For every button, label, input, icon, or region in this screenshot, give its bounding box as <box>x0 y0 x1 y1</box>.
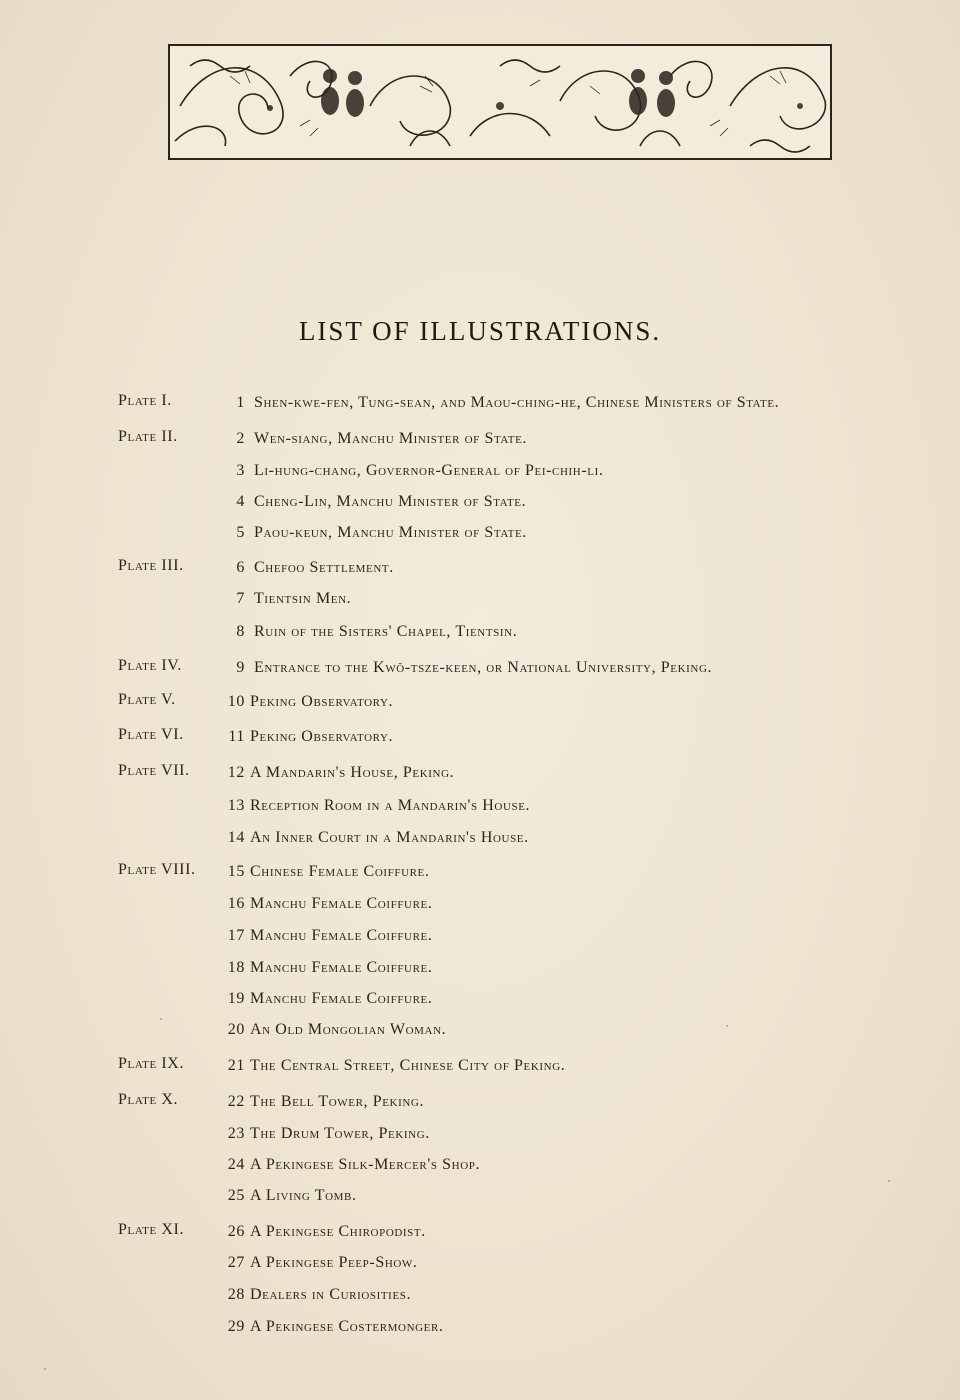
list-item <box>0 392 960 420</box>
illustration-caption: Chefoo Settlement. <box>254 559 394 576</box>
illustration-caption: The Central Street, Chinese City of Peking. <box>250 1057 566 1074</box>
illustration-number: 28 <box>227 1286 245 1303</box>
list-item <box>0 1154 960 1182</box>
list-item <box>0 588 960 616</box>
illustration-number: 5 <box>236 524 245 541</box>
illustration-number: 11 <box>228 728 245 745</box>
paper-speck <box>44 1368 46 1370</box>
illustration-number: 1 <box>236 394 245 411</box>
list-item <box>0 762 960 790</box>
illustration-caption: A Pekingese Peep-Show. <box>250 1254 418 1271</box>
illustration-caption: Manchu Female Coiffure. <box>250 990 433 1007</box>
illustration-caption: An Inner Court in a Mandarin's House. <box>250 829 529 846</box>
illustration-caption: The Bell Tower, Peking. <box>250 1093 425 1110</box>
paper-speck <box>726 1025 728 1027</box>
illustration-number: 25 <box>227 1187 245 1204</box>
plate-label: Plate II. <box>118 428 178 445</box>
list-item <box>0 460 960 488</box>
list-item <box>0 827 960 855</box>
list-item <box>0 1019 960 1047</box>
list-item <box>0 691 960 719</box>
list-item <box>0 795 960 823</box>
plate-label: Plate III. <box>118 557 184 574</box>
illustration-caption: A Pekingese Chiropodist. <box>250 1223 426 1240</box>
plate-label: Plate VI. <box>118 726 184 743</box>
plate-label: Plate VIII. <box>118 861 196 878</box>
illustration-caption: Tientsin Men. <box>254 590 352 607</box>
list-item <box>0 557 960 585</box>
illustration-number: 23 <box>227 1125 245 1142</box>
list-item <box>0 988 960 1016</box>
list-item <box>0 1284 960 1312</box>
list-item <box>0 1091 960 1119</box>
illustration-number: 24 <box>227 1156 245 1173</box>
illustration-number: 15 <box>227 863 245 880</box>
illustration-caption: Paou-keun, Manchu Minister of State. <box>254 524 527 541</box>
illustration-number: 26 <box>227 1223 245 1240</box>
illustration-number: 4 <box>236 493 245 510</box>
plate-label: Plate V. <box>118 691 176 708</box>
plate-label: Plate IV. <box>118 657 183 674</box>
plate-label: Plate X. <box>118 1091 179 1108</box>
illustration-number: 6 <box>236 559 245 576</box>
list-item <box>0 1055 960 1083</box>
illustration-number: 9 <box>236 659 245 676</box>
paper-speck <box>888 1180 890 1182</box>
list-item <box>0 1221 960 1249</box>
illustration-number: 22 <box>227 1093 245 1110</box>
illustration-number: 20 <box>227 1021 245 1038</box>
illustration-caption: Entrance to the Kwŏ-tsze-keen, or National University, Peking. <box>254 659 713 676</box>
illustration-number: 3 <box>236 462 245 479</box>
illustration-caption: Cheng-Lin, Manchu Minister of State. <box>254 493 527 510</box>
list-item <box>0 1185 960 1213</box>
list-item <box>0 726 960 754</box>
illustration-caption: Chinese Female Coiffure. <box>250 863 430 880</box>
illustration-caption: A Pekingese Costermonger. <box>250 1318 444 1335</box>
illustration-caption: Dealers in Curiosities. <box>250 1286 412 1303</box>
list-item <box>0 1316 960 1344</box>
plate-label: Plate IX. <box>118 1055 185 1072</box>
illustration-number: 8 <box>236 623 245 640</box>
illustration-number: 2 <box>236 430 245 447</box>
paper-speck <box>160 1018 162 1020</box>
illustration-number: 14 <box>227 829 245 846</box>
list-item <box>0 522 960 550</box>
illustration-number: 18 <box>227 959 245 976</box>
illustration-number: 29 <box>227 1318 245 1335</box>
list-item <box>0 657 960 685</box>
illustration-caption: A Pekingese Silk-Mercer's Shop. <box>250 1156 481 1173</box>
illustration-caption: Manchu Female Coiffure. <box>250 959 433 976</box>
illustration-number: 19 <box>227 990 245 1007</box>
list-item <box>0 1252 960 1280</box>
illustration-number: 27 <box>227 1254 245 1271</box>
list-item <box>0 893 960 921</box>
ornamental-headpiece-icon <box>168 44 832 160</box>
illustration-number: 12 <box>227 764 245 781</box>
illustration-caption: Shen-kwe-fen, Tung-sean, and Maou-ching-he, Chinese Ministers of State. <box>254 394 780 411</box>
list-item <box>0 957 960 985</box>
plate-label: Plate I. <box>118 392 172 409</box>
illustration-number: 13 <box>227 797 245 814</box>
illustration-caption: Peking Observatory. <box>250 693 394 710</box>
page-title: LIST OF ILLUSTRATIONS. <box>298 316 662 346</box>
plate-label: Plate XI. <box>118 1221 185 1238</box>
illustration-number: 10 <box>227 693 245 710</box>
list-item <box>0 491 960 519</box>
illustration-caption: Wen-siang, Manchu Minister of State. <box>254 430 527 447</box>
illustration-caption: Ruin of the Sisters' Chapel, Tientsin. <box>254 623 518 640</box>
illustration-number: 7 <box>236 590 245 607</box>
illustration-caption: The Drum Tower, Peking. <box>250 1125 430 1142</box>
list-item <box>0 925 960 953</box>
illustration-caption: Manchu Female Coiffure. <box>250 927 433 944</box>
illustration-number: 17 <box>227 927 245 944</box>
illustration-caption: Manchu Female Coiffure. <box>250 895 433 912</box>
plate-label: Plate VII. <box>118 762 190 779</box>
illustration-caption: Peking Observatory. <box>250 728 394 745</box>
illustration-number: 21 <box>227 1057 245 1074</box>
list-item <box>0 428 960 456</box>
list-item <box>0 621 960 649</box>
list-item <box>0 861 960 889</box>
illustration-caption: An Old Mongolian Woman. <box>250 1021 447 1038</box>
illustration-caption: Li-hung-chang, Governor-General of Pei-chih-li. <box>254 462 604 479</box>
illustration-caption: A Living Tomb. <box>250 1187 357 1204</box>
illustration-caption: Reception Room in a Mandarin's House. <box>250 797 531 814</box>
list-item <box>0 1123 960 1151</box>
illustration-caption: A Mandarin's House, Peking. <box>250 764 455 781</box>
illustration-number: 16 <box>227 895 245 912</box>
